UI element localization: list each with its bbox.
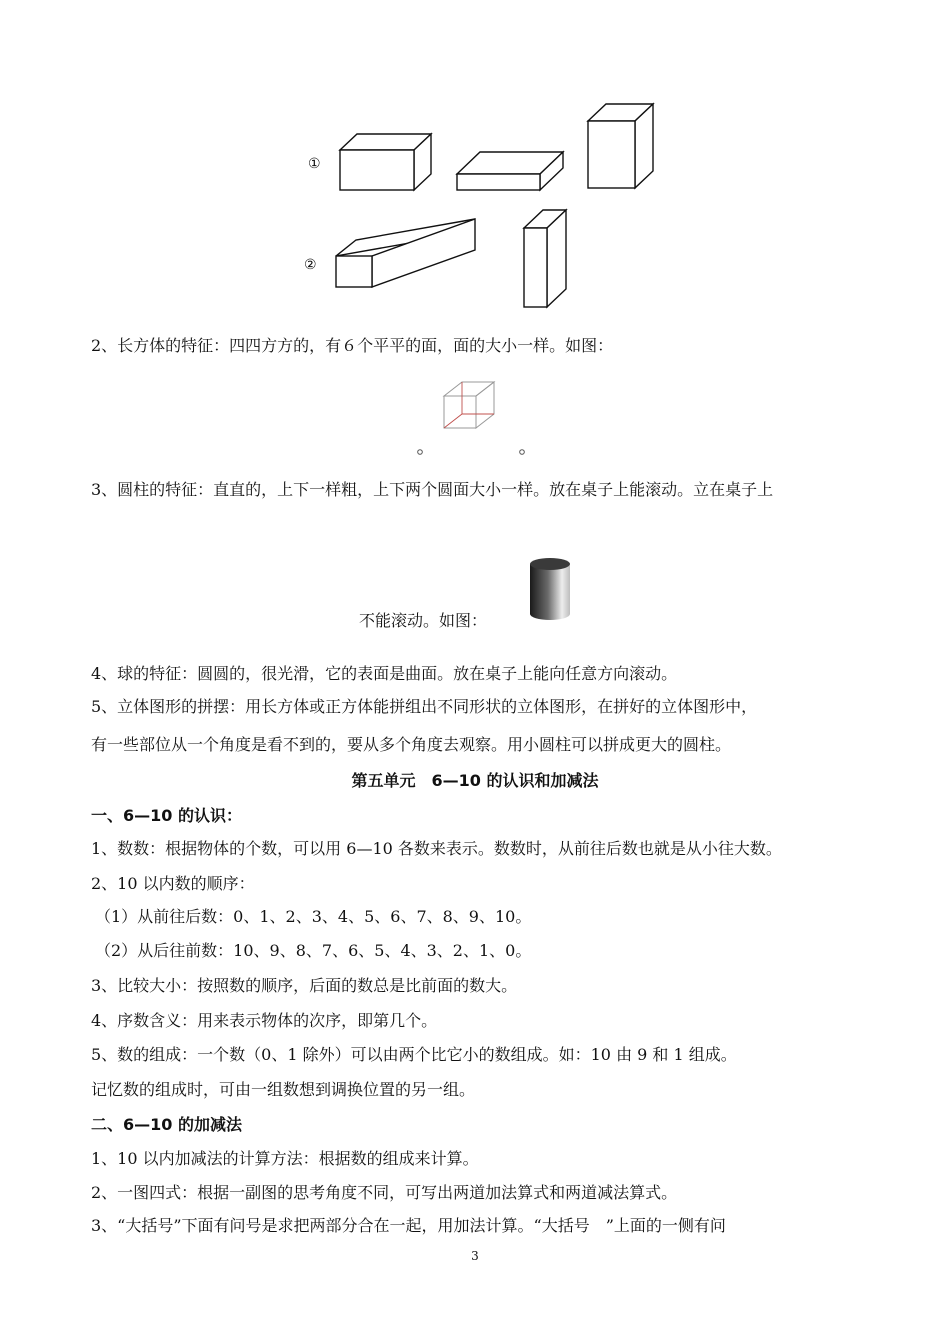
page-number: 3 [471,1249,479,1263]
cuboid-figure [0,0,950,320]
cylinder-image [518,552,582,632]
section1-item: 1、数数：根据物体的个数，可以用 6—10 各数来表示。数数时，从前往后数也就是从小往大数。 [91,839,782,858]
cuboid-b [457,152,563,190]
cuboid-features-text: 2、长方体的特征：四四方方的，有６个平平的面，面的大小一样。如图： [91,336,614,355]
section1-item: （2）从后往前数：10、9、8、7、6、5、4、3、2、1、0。 [95,941,532,960]
section1-item: 4、序数含义：用来表示物体的次序，即第几个。 [91,1011,438,1030]
cuboid-e [524,210,566,307]
dot-marker [416,448,424,456]
section1-heading: 一、6—10 的认识： [91,806,242,825]
cuboid-c [588,104,653,188]
cylinder-features-text: 3、圆柱的特征：直直的，上下一样粗，上下两个圆面大小一样。放在桌子上能滚动。立在桌子上 [91,480,774,499]
row2-label: ② [304,257,317,273]
section1-item: （1）从前往后数：0、1、2、3、4、5、6、7、8、9、10。 [95,907,532,926]
section1-item: 记忆数的组成时，可由一组数想到调换位置的另一组。 [91,1080,476,1099]
section2-heading: 二、6—10 的加减法 [91,1115,242,1134]
assembly-text-1: 5、立体图形的拼摆：用长方体或正方体能拼组出不同形状的立体图形，在拼好的立体图形中， [91,697,758,716]
section1-item: 5、数的组成：一个数（0、1 除外）可以由两个比它小的数组成。如：10 由 9 和 1 组成。 [91,1045,737,1064]
cuboid-d [336,219,475,287]
section2-item: 2、一图四式：根据一副图的思考角度不同，可写出两道加法算式和两道减法算式。 [91,1183,678,1202]
unit-title: 第五单元 6—10 的认识和加减法 [351,771,599,790]
sphere-features-text: 4、球的特征：圆圆的，很光滑，它的表面是曲面。放在桌子上能向任意方向滚动。 [91,664,678,683]
dot-marker [518,448,526,456]
section2-item: 1、10 以内加减法的计算方法：根据数的组成来计算。 [91,1149,479,1168]
section2-item: 3、“大括号”下面有问号是求把两部分合在一起，用加法计算。“大括号 ”上面的一侧有问 [91,1216,726,1235]
cuboid-a [340,134,431,190]
section1-item: 3、比较大小：按照数的顺序，后面的数总是比前面的数大。 [91,976,518,995]
wireframe-cuboid-image [440,378,500,438]
section1-item: 2、10 以内数的顺序： [91,874,255,893]
cylinder-continuation-text: 不能滚动。如图： [359,611,488,630]
row1-label: ① [308,156,321,172]
assembly-text-2: 有一些部位从一个角度是看不到的，要从多个角度去观察。用小圆柱可以拼成更大的圆柱。 [91,735,732,754]
